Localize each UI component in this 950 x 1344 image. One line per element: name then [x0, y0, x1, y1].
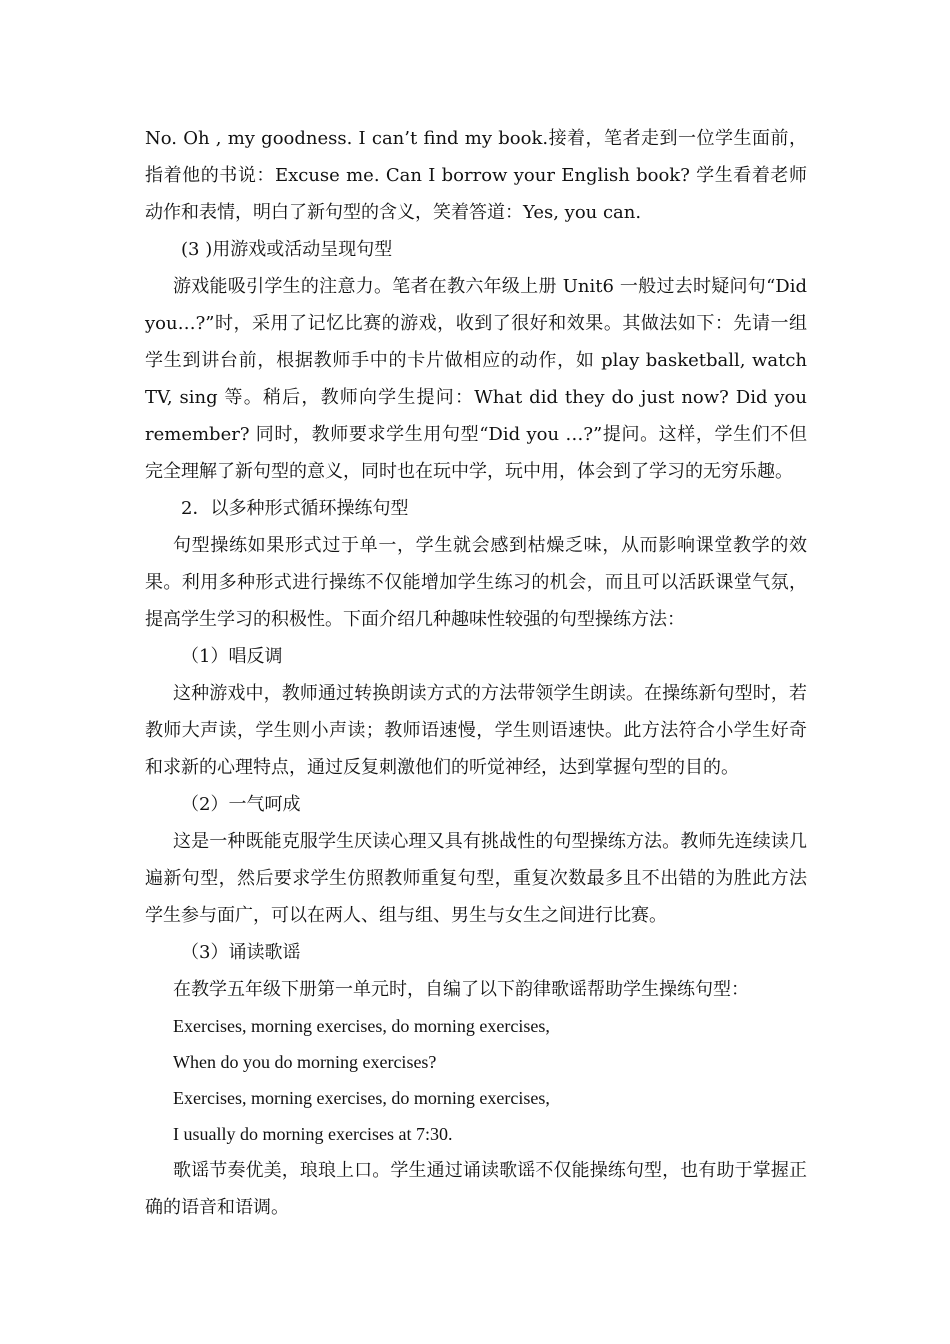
subheading-varied-drills: 2．以多种形式循环操练句型	[181, 498, 409, 519]
paragraph-drill-methods: 句型操练如果形式过于单一，学生就会感到枯燥乏味，从而影响课堂教学的效果。利用多种形式进行操练不仅能增加学生练习的机会，而且可以活跃课堂气氛，提高学生学习的积极性。下面介绍几种趣味性较强的句型操练方法：	[145, 535, 807, 630]
paragraph-one-breath: 这是一种既能克服学生厌读心理又具有挑战性的句型操练方法。教师先连续读几遍新句型，然后要求学生仿照教师重复句型，重复次数最多且不出错的为胜此方法学生参与面广，可以在两人、组与组、男生与女生之间进行比赛。	[145, 831, 807, 926]
paragraph-chant-conclusion: 歌谣节奏优美，琅琅上口。学生通过诵读歌谣不仅能操练句型，也有助于掌握正确的语音和语调。	[145, 1160, 807, 1218]
chant-line-3: Exercises, morning exercises, do morning exercises,	[173, 1088, 550, 1108]
document-body	[145, 120, 807, 1226]
paragraph-intro-dialogue: No. Oh , my goodness. I can’t find my book.接着，笔者走到一位学生面前，指着他的书说：Excuse me. Can I borrow your English book? 学生看着老师动作和表情，明白了新句型的含义，笑着答道：Yes, you can.	[145, 128, 807, 223]
paragraph-memory-game: 游戏能吸引学生的注意力。笔者在教六年级上册 Unit6 一般过去时疑问句“Did you…?”时，采用了记忆比赛的游戏，收到了很好和效果。其做法如下：先请一组学生到讲台前，根据教师手中的卡片做相应的动作，如 play basketball, watch TV, sing 等。稍后，教师向学生提问：What did they do just now? Did you remember? 同时，教师要求学生用句型“Did you …?”提问。这样，学生们不但完全理解了新句型的意义，同时也在玩中学，玩中用，体会到了学习的无穷乐趣。	[145, 276, 807, 482]
subheading-games-activities: (3 )用游戏或活动呈现句型	[181, 239, 393, 260]
subheading-one-breath: （2）一气呵成	[181, 794, 301, 815]
chant-line-4: I usually do morning exercises at 7:30.	[173, 1124, 453, 1144]
paragraph-chant-intro: 在教学五年级下册第一单元时，自编了以下韵律歌谣帮助学生操练句型：	[173, 979, 749, 1000]
paragraph-contrary-reading: 这种游戏中，教师通过转换朗读方式的方法带领学生朗读。在操练新句型时，若教师大声读，学生则小声读；教师语速慢，学生则语速快。此方法符合小学生好奇和求新的心理特点，通过反复刺激他们的听觉神经，达到掌握句型的目的。	[145, 683, 807, 778]
subheading-contrary-reading: （1）唱反调	[181, 646, 283, 667]
subheading-chant: （3）诵读歌谣	[181, 942, 301, 963]
chant-line-2: When do you do morning exercises?	[173, 1052, 437, 1072]
chant-line-1: Exercises, morning exercises, do morning exercises,	[173, 1016, 550, 1036]
